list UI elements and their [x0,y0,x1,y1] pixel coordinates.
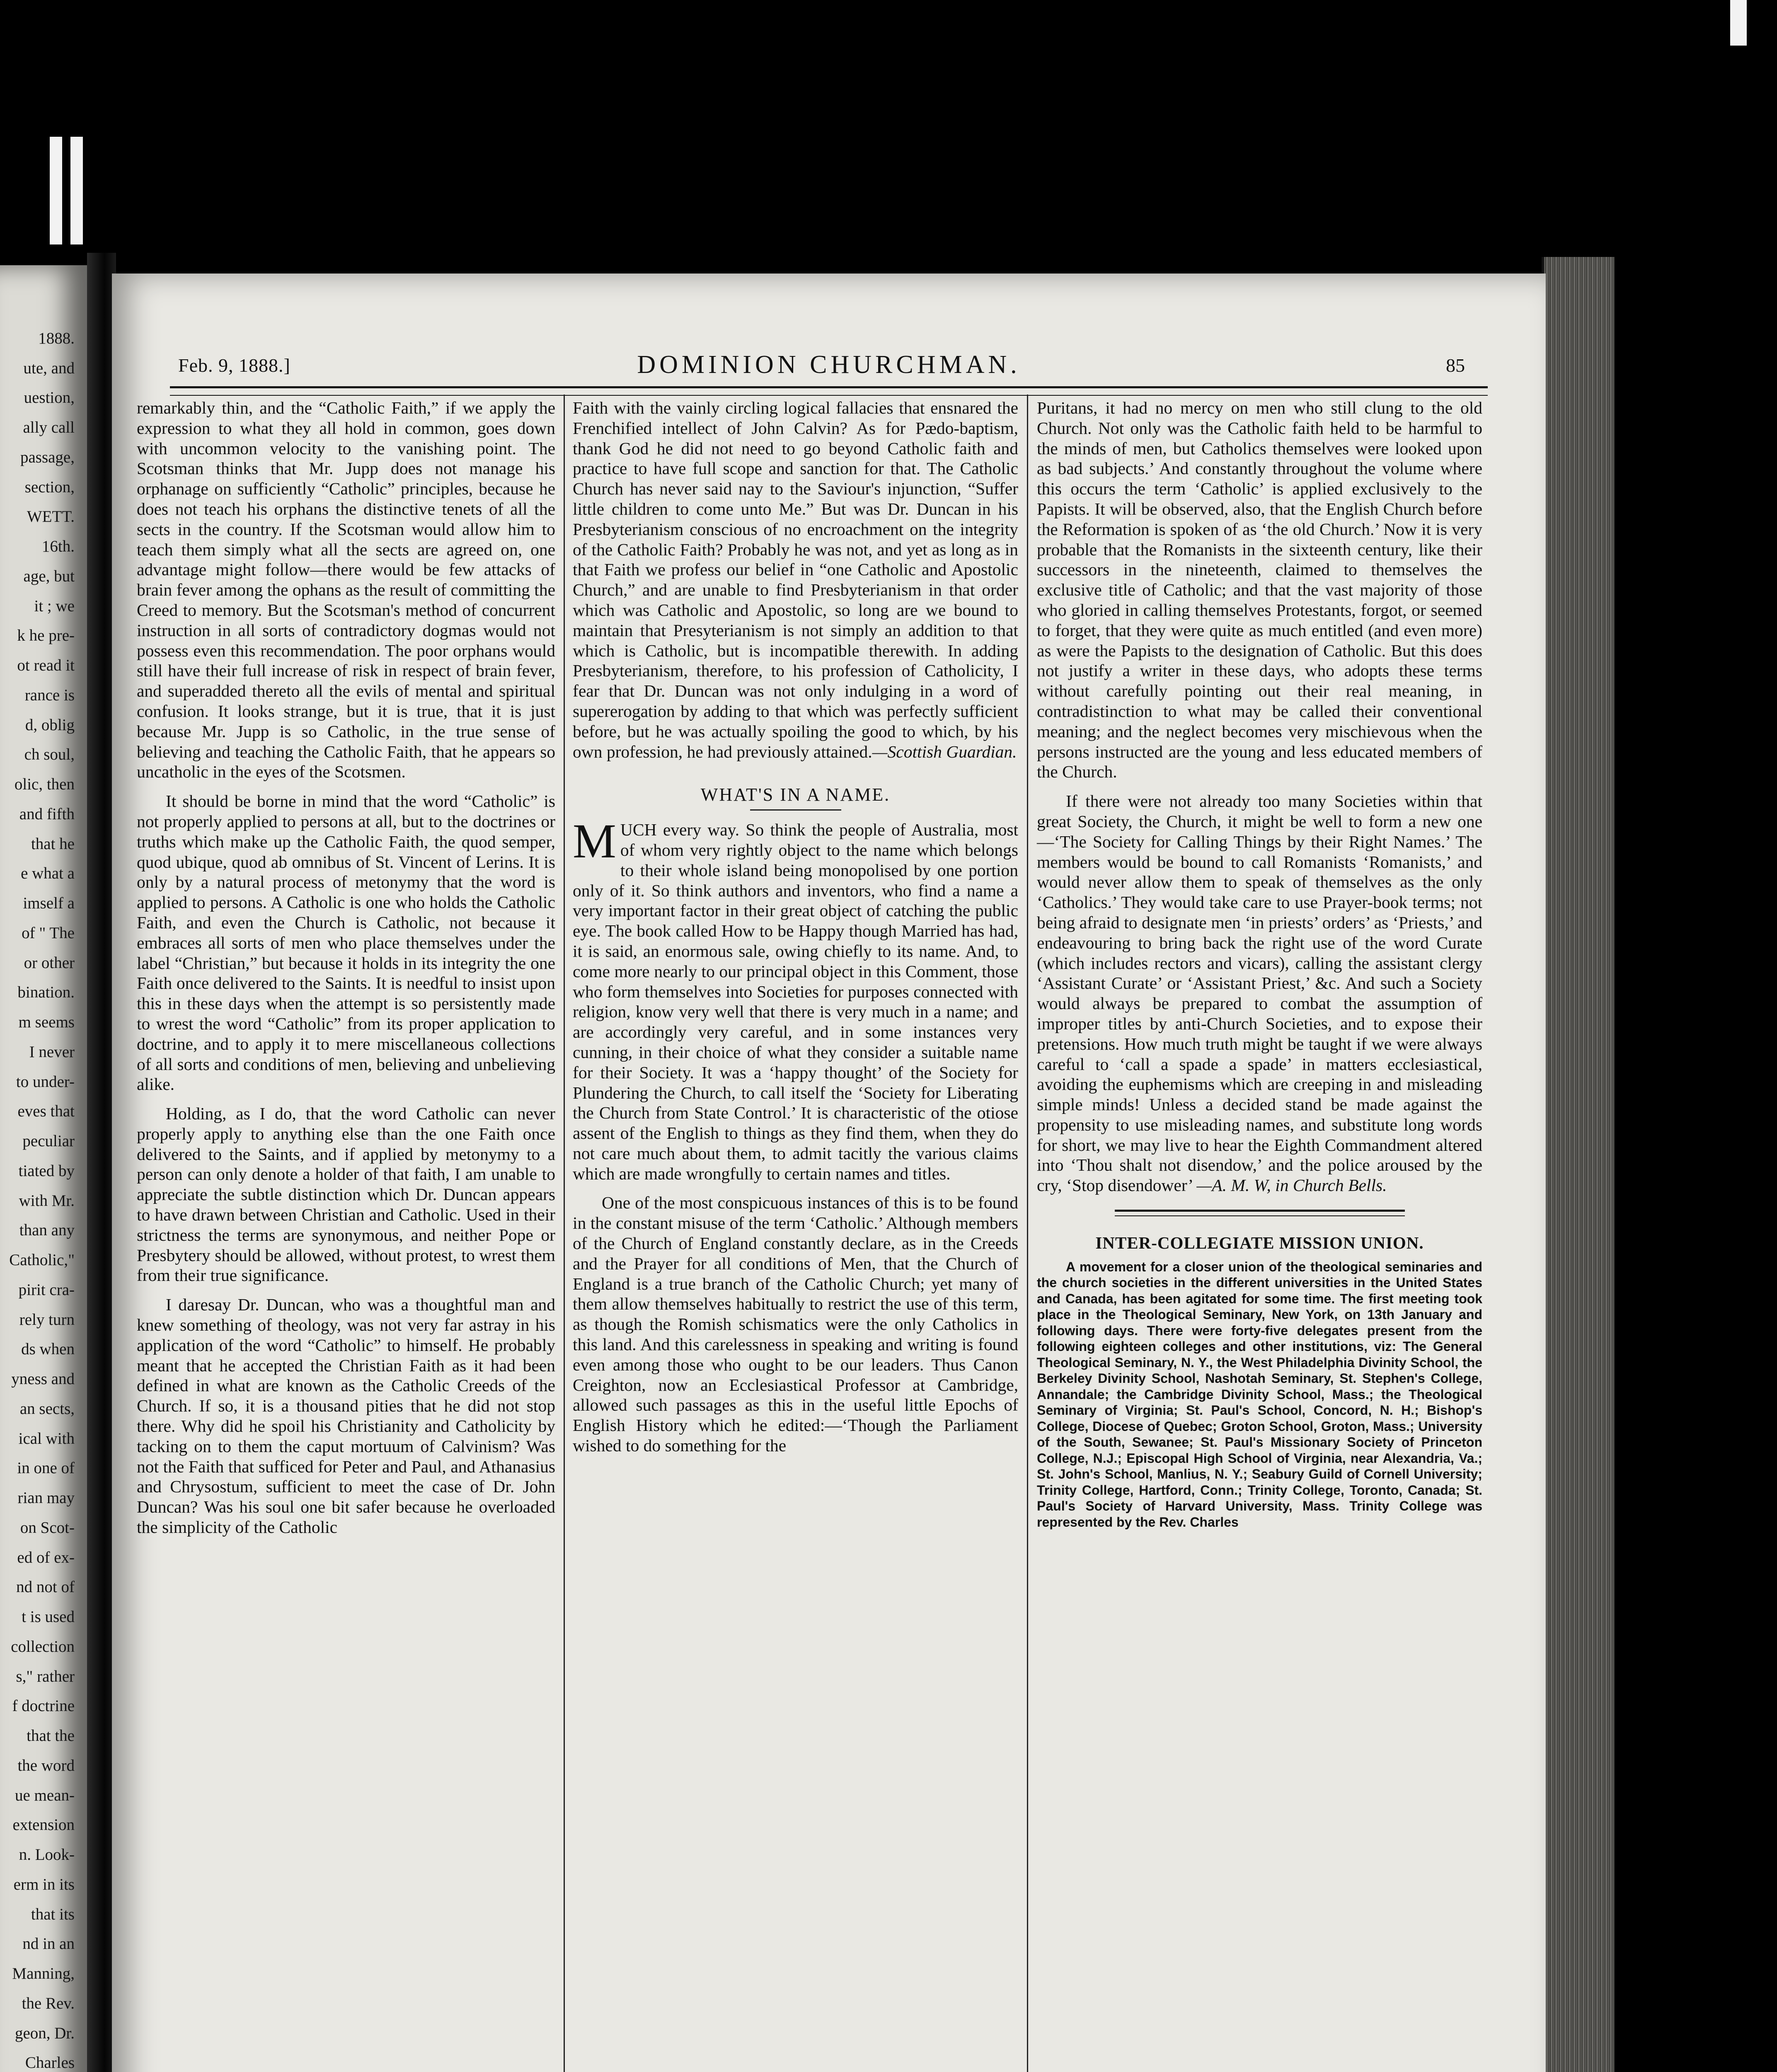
facing-page-line: rely turn [19,1310,75,1329]
facing-page-line: 16th. [41,537,75,556]
scan-mark [1730,0,1747,46]
newspaper-page [112,274,1546,2072]
heading-rule [750,809,841,811]
facing-page-line: than any [19,1221,75,1239]
facing-page-line: in one of [17,1459,75,1477]
article-paragraph: It should be borne in mind that the word “Catholic” is not properly applied to persons at all, but to the doctrines or truths which make up the Catholic Faith, the quod semper, quod ubique, quod ab omnibus of St. Vincent of Lerins. It is only by a natural process of metonymy that the word is applied to persons. A Catholic is one who holds the Catholic Faith, and even the Church is Catholic, not because it embraces all sorts of men who place themselves under the label “Christian,” but because it holds in its integrity the one Faith once delivered to the Saints. It is needful to insist upon this in these days when the attempt is so persistently made to wrest the word “Catholic” from its proper application to doctrine, and to apply it to mere miscellaneous collections of all sorts and conditions of men, believing and unbelieving alike. [137,792,555,1094]
column-2 [573,398,1018,1456]
facing-page-line: the Rev. [22,1994,75,2012]
facing-page-fragment [0,265,87,2072]
facing-page-line: e what a [21,864,75,883]
facing-page-line: rance is [24,686,75,704]
facing-page-line: that the [27,1727,75,1745]
column-3 [1037,398,1482,1530]
masthead-title: DOMINION CHURCHMAN. [637,351,1021,379]
facing-page-line: Charles [25,2054,75,2072]
column-rule [564,395,565,2072]
facing-page-line: tiated by [18,1162,75,1180]
article-paragraph: Puritans, it had no mercy on men who still clung to the old Church. Not only was the Catholic faith held to be harmful to the minds of men, but Catholics themselves were looked upon as bad subjects.’ And constantly throughout the volume where this occurs the term ‘Catholic’ is applied exclusively to the Papists. It will be observed, also, that the English Church before the Reformation is spoken of as ‘the old Church.’ Now it is very probable that the Romanists in the sixteenth century, like their successors in the nineteenth, claimed to themselves the exclusive title of Catholic; and that the vast majority of those who gloried in calling themselves Protestants, forgot, or seemed to forget, that they were quite as much entitled (and even more) as were the Papists to the designation of Catholic. But this does not justify a writer in these days, who adopts these terms without carefully pointing out their real meaning, in contradistinction to what may be called their conventional meaning; and the neglect becomes very mischievous when the persons instructed are the young and less educated members of the Church. [1037,398,1482,782]
facing-page-line: peculiar [22,1132,75,1150]
article-heading: WHAT'S IN A NAME. [700,784,891,805]
facing-page-line: ally call [23,419,75,437]
article-attribution: —A. M. W, in Church Bells. [1196,1176,1387,1195]
article-paragraph: If there were not already too many Societies within that great Society, the Church, it might be well to form a new one—‘The Society for Calling Things by their Right Names.’ The members would be bound to call Romanists ‘Romanists,’ and would never allow them to speak of themselves as the only ‘Catholics.’ They would take care to use Prayer-book terms; not being afraid to designate men ‘in priests’ orders’ as ‘Priests,’ and endeavouring to bring back the right use of the word Curate (which includes rectors and vicars), calling the assistant clergy ‘Assistant Curate’ or ‘Assistant Priest,’ &c. And such a Society would always be prepared to combat the assumption of improper titles by anti-Church Societies, and to expose their pretensions. How much truth might be taught if we were always careful to ‘call a spade a spade’ in matters ecclesiastical, avoiding the euphemisms which are creeping in and misleading simple minds! Unless a decided stand be made against the propensity to use misleading names, and substitute long words for short, we may live to hear the Eighth Commandment altered into ‘Thou shalt not disendow,’ and the police aroused by the cry, ‘Stop disendower’ —A. M. W, in Church Bells. [1037,792,1482,1195]
facing-page-line: passage, [20,448,75,466]
facing-page-line: ed of ex- [17,1548,75,1566]
column-1 [137,398,555,1537]
facing-page-line: of " The [22,924,75,942]
facing-page-line: ch soul, [24,746,75,764]
facing-page-line: age, but [23,567,75,585]
facing-page-line: extension [12,1816,75,1834]
facing-page-line: d, oblig [25,716,75,734]
facing-page-line: eves that [17,1102,75,1121]
facing-page-line: it ; we [34,597,75,615]
facing-page-line: and fifth [19,805,75,823]
section-divider [1115,1210,1405,1216]
facing-page-line: f doctrine [12,1697,75,1715]
article-paragraph: MUCH every way. So think the people of Australia, most of whom very rightly object to the name which belongs to their whole island being monopolised by one portion only of it. So think authors and inventors, who find a name a very important factor in their great object of catching the public eye. The book called How to be Happy though Married has had, it is said, an enormous sale, owing chiefly to its name. And, to come more nearly to our principal object in this Comment, those who form themselves into Societies for purposes connected with religion, know very well that there is very much in a name; and are accordingly very careful, and in some instances very cunning, in their choice of what they consider a suitable name for their Society. It was a ‘happy thought’ of the Society for Plundering the Church, to call itself the ‘Society for Liberating the Church from State Control.’ It is characteristic of the otiose assent of the English to things as they find them, when they do not care much about them, to admit tacitly the various claims which are made wrongfully to certain names and titles. [573,814,1018,1183]
facing-page-line: rian may [17,1489,75,1507]
facing-page-line: an sects, [19,1399,75,1418]
facing-page-line: uestion, [24,389,75,407]
facing-page-line: geon, Dr. [15,2024,75,2042]
facing-page-line: ical with [18,1429,75,1447]
facing-page-line: ds when [21,1340,75,1358]
facing-page-line: WETT. [27,508,75,526]
facing-page-line: bination. [17,983,75,1002]
facing-page-line: nd not of [16,1578,75,1596]
facing-page-line: I never [29,1043,75,1061]
facing-page-line: that its [31,1905,75,1923]
facing-page-line: ot read it [17,656,75,675]
drop-cap: M [573,814,616,869]
facing-page-line: t is used [22,1608,75,1626]
column-rule [1027,395,1028,2072]
article-attribution: —Scottish Guardian. [872,742,1017,761]
facing-page-line: that he [31,835,75,853]
issue-date: Feb. 9, 1888.] [178,355,291,376]
facing-page-line: yness and [11,1370,75,1388]
facing-page-line: nd in an [22,1935,75,1953]
article-paragraph: Holding, as I do, that the word Catholic can never properly apply to anything else than the one Faith once delivered to the Saints, and if applied by metonymy to a person can only denote a holder of that faith, I am unable to appreciate the subtle distinction which Dr. Duncan appears to have drawn between Christian and Catholic. Used in their strictness the terms are synonymous, and neither Pope or Presbytery should be allowed, without protest, to wrest them from their true significance. [137,1104,555,1285]
facing-page-line: Manning, [12,1965,75,1983]
page-edges [1542,257,1615,2072]
facing-page-line: the word [17,1756,75,1774]
facing-page-line: olic, then [14,775,75,794]
facing-page-line: n. Look- [19,1846,75,1864]
facing-page-line: imself a [23,894,75,913]
facing-page-line: or other [24,954,75,972]
facing-page-line: m seems [18,1013,75,1031]
facing-page-line: pirit cra- [18,1280,75,1299]
page-number: 85 [1446,355,1465,376]
facing-page-line: with Mr. [19,1191,75,1210]
article-paragraph: remarkably thin, and the “Catholic Faith,” if we apply the expression to what they all hold in common, goes down with uncommon velocity to the vanishing point. The Scotsman thinks that Mr. Jupp does not manage his orphanage on sufficiently “Catholic” principles, because he does not teach his orphans the distinctive tenets of all the sects in the country. If the Scotsman would allow him to teach them simply what all the sects are agreed on, one advantage might follow—there would be few attacks of brain fever among the ophans as the result of committing the Creed to memory. But the Scotsman's method of concurrent instruction in all sorts of contradictory dogmas would not possess even this recommendation. The poor orphans would still have their full increase of risk in respect of brain fever, and superadded thereto all the evils of mental and spiritual confusion. It looks strange, but it is true, that it is just because Mr. Jupp is so Catholic, in the true sense of believing and teaching the Catholic Faith, that he appears so uncatholic in the eyes of the Scotsmen. [137,398,555,782]
facing-page-line: on Scot- [20,1518,75,1537]
scan-mark [70,137,83,244]
facing-page-line: 1888. [38,329,75,347]
header-rule [170,386,1488,396]
article-paragraph: I daresay Dr. Duncan, who was a thoughtful man and knew something of theology, was not very far astray in his application of the word “Catholic” to himself. He probably meant that he accepted the Christian Faith as it had been defined in what are known as the Catholic Creeds of the Church. If so, it is a thousand pities that he did not stop there. Why did he spoil his Christianity and Catholicity by tacking on to them the caput mortuum of Calvinism? Was not the Faith that sufficed for Peter and Paul, and Athanasius and Chrysostum, sufficient to meet the case of Dr. John Duncan? Was his soul one bit safer because he overloaded the simplicity of the Catholic [137,1295,555,1537]
scan-mark [50,137,62,244]
article-heading: INTER-COLLEGIATE MISSION UNION. [1095,1233,1424,1253]
article-paragraph: A movement for a closer union of the theological seminaries and the church societies in the different universities in the United States and Canada, has been agitated for some time. The first meeting took place in the Theological Seminary, New York, on 13th January and following days. There were forty-five delegates present from the following eighteen colleges and other institutions, viz: The General Theological Seminary, N. Y., the West Philadelphia Divinity School, the Berkeley Divinity School, Nashotah Seminary, St. Stephen's College, Annandale; the Cambridge Divinity School, Mass.; the Theological Seminary of Virginia; St. Paul's School, Concord, N. H.; Bishop's College, Diocese of Quebec; Groton School, Groton, Mass.; University of the South, Sewanee; St. Paul's Missionary Society of Princeton College, N.J.; Episcopal High School of Virginia, near Alexandria, Va.; St. John's School, Manlius, N. Y.; Seabury Guild of Cornell University; Trinity College, Hartford, Conn.; Trinity College, Toronto, Canada; St. Paul's Society of Harvard University, Mass. Trinity College was represented by the Rev. Charles [1037,1259,1482,1530]
facing-page-line: to under- [16,1072,75,1091]
page-header [112,346,1546,383]
facing-page-line: k he pre- [17,627,75,645]
article-paragraph: Faith with the vainly circling logical fallacies that ensnared the Frenchified intellect of John Calvin? As for Pædo-baptism, thank God he did not need to go beyond Catholic faith and practice to have full scope and sanction for that. The Catholic Church has never said nay to the Saviour's injunction, “Suffer little children to come unto Me.” But was Dr. Duncan in his Presbyterianism conscious of no encroachment on the integrity of the Catholic Faith? Probably he was not, and yet as long as in that Faith we profess our belief in “one Catholic and Apostolic Church,” and are unable to find Presbyterianism in that order which was Catholic and Apostolic, so long are we bound to maintain that Presyterianism is not simply an addition to that which is Catholic, but is incompatible therewith. In adding Presbyterianism, therefore, to his profession of Catholicity, I fear that Dr. Duncan was not only indulging in a word of supererogation by adding to that which was perfectly sufficient before, but he was actually spoiling the good to which, by his own profession, he had previously attained.—Scottish Guardian. [573,398,1018,761]
facing-page-line: Catholic," [9,1251,75,1269]
facing-page-line: collection [11,1637,75,1656]
facing-page-line: ute, and [23,359,75,377]
article-paragraph: One of the most conspicuous instances of this is to be found in the constant misuse of the term ‘Catholic.’ Although members of the Church of England constantly declare, as in the Creeds and the Prayer for all conditions of Men, that the Church of England is a true branch of the Catholic Church; yet many of them allow themselves habitually to restrict the use of this term, as though the Romish schismatics were the only Catholics in this land. And this carelessness in speaking and writing is found even among those who ought to be our leaders. Thus Canon Creighton, now an Ecclesiastical Professor at Cambridge, allowed such passages as this in the useful little Epochs of English History which he edited:—‘Though the Parliament wished to do something for the [573,1193,1018,1455]
facing-page-line: ue mean- [15,1786,75,1804]
facing-page-line: section, [24,478,75,496]
facing-page-line: s," rather [16,1667,75,1685]
facing-page-line: erm in its [13,1875,75,1893]
